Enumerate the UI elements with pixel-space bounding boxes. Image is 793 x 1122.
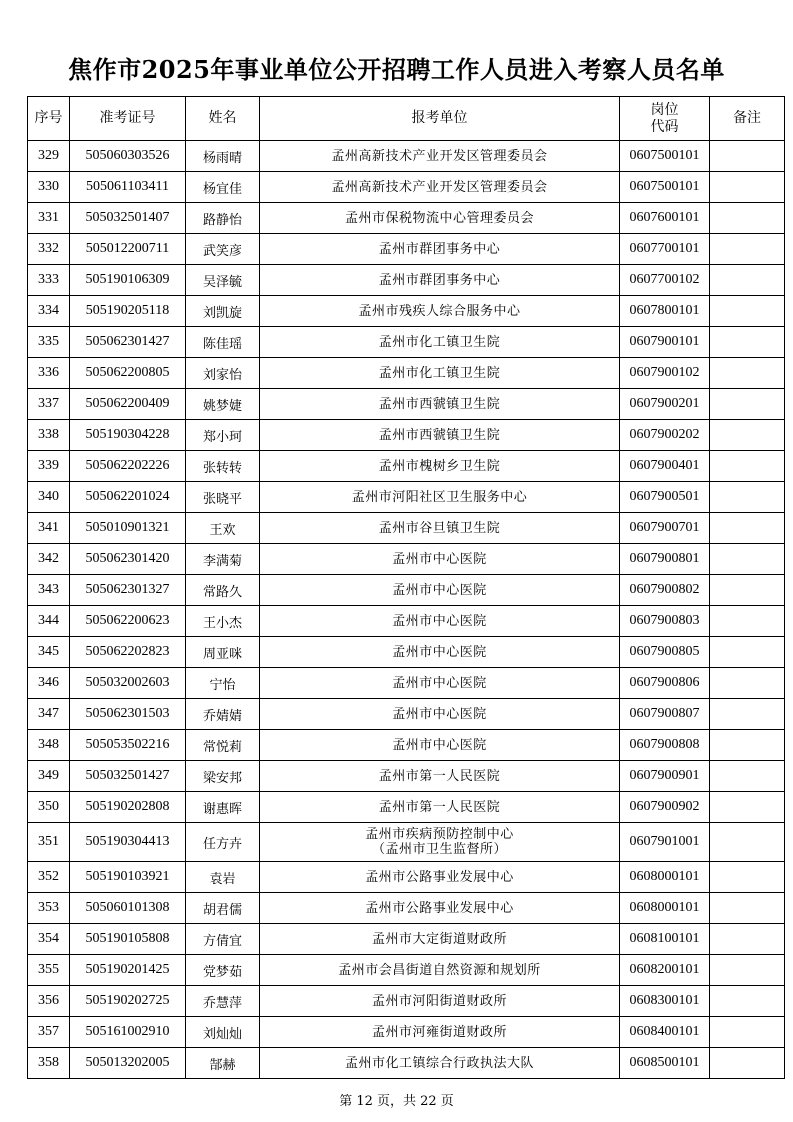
cell-unit: [260, 823, 620, 862]
cell-post-code: 0607700102: [620, 265, 710, 296]
table-row: [28, 234, 785, 265]
cell-post-code: 0607900101: [620, 327, 710, 358]
cell-unit: 孟州市公路事业发展中心: [260, 893, 620, 924]
cell-seq: 357: [28, 1017, 70, 1048]
cell-post-code: 0607700101: [620, 234, 710, 265]
cell-seq: 337: [28, 389, 70, 420]
cell-unit: 孟州市群团事务中心: [260, 234, 620, 265]
cell-note: [710, 420, 785, 451]
cell-name: 吴泽毓: [186, 265, 260, 296]
cell-post-code: 0607900902: [620, 792, 710, 823]
header-post-code-line1: 岗位: [650, 101, 679, 118]
table-row: [28, 986, 785, 1017]
cell-seq: 340: [28, 482, 70, 513]
cell-note: [710, 637, 785, 668]
cell-name: 方倩宜: [186, 924, 260, 955]
cell-seq: 352: [28, 862, 70, 893]
table-row: [28, 637, 785, 668]
cell-post-code: 0608000101: [620, 862, 710, 893]
cell-name: 胡君儒: [186, 893, 260, 924]
cell-seq: 354: [28, 924, 70, 955]
cell-unit: 孟州市中心医院: [260, 668, 620, 699]
cell-name: 常路久: [186, 575, 260, 606]
cell-seq: 349: [28, 761, 70, 792]
header-note: 备注: [710, 97, 785, 141]
cell-seq: 358: [28, 1048, 70, 1079]
cell-seq: 351: [28, 823, 70, 862]
cell-name: 宁怡: [186, 668, 260, 699]
cell-exam-no: 505012200711: [70, 234, 186, 265]
cell-exam-no: 505062200805: [70, 358, 186, 389]
cell-name: 郑小珂: [186, 420, 260, 451]
cell-exam-no: 505013202005: [70, 1048, 186, 1079]
table-row: [28, 668, 785, 699]
cell-exam-no: 505062301427: [70, 327, 186, 358]
cell-exam-no: 505062200409: [70, 389, 186, 420]
cell-exam-no: 505062301420: [70, 544, 186, 575]
cell-note: [710, 172, 785, 203]
cell-exam-no: 505161002910: [70, 1017, 186, 1048]
cell-exam-no: 505190304228: [70, 420, 186, 451]
cell-note: [710, 141, 785, 172]
table-row: [28, 606, 785, 637]
cell-name: 乔慧萍: [186, 986, 260, 1017]
cell-note: [710, 203, 785, 234]
cell-post-code: 0607900102: [620, 358, 710, 389]
cell-name: 李满菊: [186, 544, 260, 575]
cell-post-code: 0607900801: [620, 544, 710, 575]
cell-note: [710, 823, 785, 862]
header-exam-no: 准考证号: [70, 97, 186, 141]
cell-exam-no: 505062202823: [70, 637, 186, 668]
cell-exam-no: 505190304413: [70, 823, 186, 862]
cell-unit: 孟州市化工镇卫生院: [260, 358, 620, 389]
cell-name: 刘凯旋: [186, 296, 260, 327]
cell-seq: 339: [28, 451, 70, 482]
cell-note: [710, 862, 785, 893]
cell-unit-line1: 孟州市疾病预防控制中心: [365, 827, 514, 842]
cell-note: [710, 544, 785, 575]
cell-name: 周亚咪: [186, 637, 260, 668]
cell-seq: 329: [28, 141, 70, 172]
cell-unit: 孟州市中心医院: [260, 730, 620, 761]
cell-note: [710, 234, 785, 265]
cell-post-code: 0607900802: [620, 575, 710, 606]
cell-unit: 孟州市公路事业发展中心: [260, 862, 620, 893]
cell-unit: 孟州市西虢镇卫生院: [260, 389, 620, 420]
cell-post-code: 0607900201: [620, 389, 710, 420]
cell-name: 姚梦婕: [186, 389, 260, 420]
cell-unit: 孟州市河阳街道财政所: [260, 986, 620, 1017]
cell-exam-no: 505062301327: [70, 575, 186, 606]
table-row: [28, 420, 785, 451]
cell-post-code: 0607900805: [620, 637, 710, 668]
cell-name: 刘灿灿: [186, 1017, 260, 1048]
table-row: [28, 699, 785, 730]
cell-note: [710, 389, 785, 420]
cell-seq: 350: [28, 792, 70, 823]
cell-seq: 338: [28, 420, 70, 451]
cell-note: [710, 924, 785, 955]
table-row: [28, 1048, 785, 1079]
cell-unit: 孟州市谷旦镇卫生院: [260, 513, 620, 544]
cell-post-code: 0607900807: [620, 699, 710, 730]
cell-name: 杨宜佳: [186, 172, 260, 203]
cell-note: [710, 358, 785, 389]
table-row: [28, 451, 785, 482]
cell-unit: 孟州市化工镇卫生院: [260, 327, 620, 358]
cell-post-code: 0608200101: [620, 955, 710, 986]
cell-seq: 348: [28, 730, 70, 761]
cell-unit: 孟州市群团事务中心: [260, 265, 620, 296]
cell-post-code: 0607900901: [620, 761, 710, 792]
cell-unit: 孟州市大定街道财政所: [260, 924, 620, 955]
cell-post-code: 0607900701: [620, 513, 710, 544]
cell-note: [710, 482, 785, 513]
cell-note: [710, 955, 785, 986]
cell-note: [710, 792, 785, 823]
cell-seq: 342: [28, 544, 70, 575]
table-row: [28, 296, 785, 327]
cell-post-code: 0607500101: [620, 141, 710, 172]
cell-name: 乔婧婧: [186, 699, 260, 730]
cell-name: 常悦莉: [186, 730, 260, 761]
cell-note: [710, 606, 785, 637]
table-row: [28, 327, 785, 358]
cell-unit: 孟州市化工镇综合行政执法大队: [260, 1048, 620, 1079]
cell-exam-no: 505032501427: [70, 761, 186, 792]
cell-note: [710, 451, 785, 482]
cell-post-code: 0607900401: [620, 451, 710, 482]
cell-unit: 孟州市保税物流中心管理委员会: [260, 203, 620, 234]
cell-name: 郜赫: [186, 1048, 260, 1079]
cell-exam-no: 505062200623: [70, 606, 186, 637]
cell-seq: 341: [28, 513, 70, 544]
cell-post-code: 0607900806: [620, 668, 710, 699]
cell-unit: 孟州高新技术产业开发区管理委员会: [260, 172, 620, 203]
table-row: [28, 513, 785, 544]
cell-name: 武笑彦: [186, 234, 260, 265]
cell-name: 杨雨晴: [186, 141, 260, 172]
cell-note: [710, 893, 785, 924]
page-footer: 第 12 页，共 22 页: [339, 1094, 454, 1109]
table-row: [28, 823, 785, 862]
cell-unit: 孟州市河阳社区卫生服务中心: [260, 482, 620, 513]
cell-name: 梁安邦: [186, 761, 260, 792]
cell-exam-no: 505190202808: [70, 792, 186, 823]
cell-post-code: 0608000101: [620, 893, 710, 924]
cell-unit: 孟州市中心医院: [260, 637, 620, 668]
cell-note: [710, 1048, 785, 1079]
cell-exam-no: 505190202725: [70, 986, 186, 1017]
table-row: [28, 924, 785, 955]
cell-name: 任方卉: [186, 823, 260, 862]
cell-name: 谢惠晖: [186, 792, 260, 823]
cell-post-code: 0607900808: [620, 730, 710, 761]
cell-seq: 333: [28, 265, 70, 296]
cell-exam-no: 505032501407: [70, 203, 186, 234]
table-row: [28, 955, 785, 986]
cell-exam-no: 505190205118: [70, 296, 186, 327]
cell-exam-no: 505190106309: [70, 265, 186, 296]
cell-unit-line2: （孟州市卫生监督所）: [371, 842, 507, 857]
table-row: [28, 141, 785, 172]
cell-unit: 孟州高新技术产业开发区管理委员会: [260, 141, 620, 172]
cell-seq: 332: [28, 234, 70, 265]
cell-post-code: 0608300101: [620, 986, 710, 1017]
header-name: 姓名: [186, 97, 260, 141]
cell-seq: 344: [28, 606, 70, 637]
table-row: [28, 1017, 785, 1048]
cell-exam-no: 505190201425: [70, 955, 186, 986]
cell-seq: 331: [28, 203, 70, 234]
cell-name: 张转转: [186, 451, 260, 482]
cell-unit: 孟州市中心医院: [260, 575, 620, 606]
table-header-row: [28, 97, 785, 141]
cell-seq: 356: [28, 986, 70, 1017]
cell-post-code: 0608100101: [620, 924, 710, 955]
table-row: [28, 482, 785, 513]
cell-exam-no: 505010901321: [70, 513, 186, 544]
header-post-code: [620, 97, 710, 141]
cell-exam-no: 505062202226: [70, 451, 186, 482]
cell-post-code: 0607901001: [620, 823, 710, 862]
cell-seq: 347: [28, 699, 70, 730]
cell-exam-no: 505190103921: [70, 862, 186, 893]
table-row: [28, 203, 785, 234]
cell-post-code: 0607800101: [620, 296, 710, 327]
cell-exam-no: 505060303526: [70, 141, 186, 172]
cell-post-code: 0608400101: [620, 1017, 710, 1048]
cell-note: [710, 730, 785, 761]
cell-post-code: 0607900803: [620, 606, 710, 637]
cell-seq: 353: [28, 893, 70, 924]
cell-note: [710, 575, 785, 606]
cell-exam-no: 505061103411: [70, 172, 186, 203]
cell-seq: 330: [28, 172, 70, 203]
cell-seq: 355: [28, 955, 70, 986]
table-row: [28, 761, 785, 792]
cell-note: [710, 986, 785, 1017]
cell-exam-no: 505062201024: [70, 482, 186, 513]
cell-exam-no: 505062301503: [70, 699, 186, 730]
cell-note: [710, 265, 785, 296]
cell-exam-no: 505060101308: [70, 893, 186, 924]
table-row: [28, 893, 785, 924]
cell-name: 王欢: [186, 513, 260, 544]
cell-seq: 334: [28, 296, 70, 327]
candidate-table: [27, 96, 785, 1079]
table-row: [28, 172, 785, 203]
cell-note: [710, 296, 785, 327]
cell-name: 党梦茹: [186, 955, 260, 986]
cell-note: [710, 1017, 785, 1048]
header-seq: 序号: [28, 97, 70, 141]
cell-post-code: 0608500101: [620, 1048, 710, 1079]
cell-unit: 孟州市会昌街道自然资源和规划所: [260, 955, 620, 986]
table-row: [28, 389, 785, 420]
table-row: [28, 575, 785, 606]
table-row: [28, 730, 785, 761]
cell-unit: 孟州市残疾人综合服务中心: [260, 296, 620, 327]
cell-post-code: 0607600101: [620, 203, 710, 234]
table-row: [28, 544, 785, 575]
cell-unit: 孟州市河雍街道财政所: [260, 1017, 620, 1048]
cell-unit: 孟州市西虢镇卫生院: [260, 420, 620, 451]
cell-exam-no: 505190105808: [70, 924, 186, 955]
cell-seq: 343: [28, 575, 70, 606]
cell-unit: 孟州市槐树乡卫生院: [260, 451, 620, 482]
cell-post-code: 0607900202: [620, 420, 710, 451]
cell-seq: 336: [28, 358, 70, 389]
cell-name: 张晓平: [186, 482, 260, 513]
table-row: [28, 862, 785, 893]
cell-exam-no: 505032002603: [70, 668, 186, 699]
header-unit: 报考单位: [260, 97, 620, 141]
page-title: 焦作市2025年事业单位公开招聘工作人员进入考察人员名单: [68, 55, 725, 84]
cell-name: 路静怡: [186, 203, 260, 234]
cell-exam-no: 505053502216: [70, 730, 186, 761]
header-post-code-line2: 代码: [650, 118, 679, 135]
cell-note: [710, 327, 785, 358]
cell-name: 刘家怡: [186, 358, 260, 389]
cell-note: [710, 513, 785, 544]
cell-seq: 346: [28, 668, 70, 699]
table-row: [28, 358, 785, 389]
cell-unit: 孟州市中心医院: [260, 606, 620, 637]
cell-unit: 孟州市第一人民医院: [260, 792, 620, 823]
cell-seq: 335: [28, 327, 70, 358]
cell-post-code: 0607900501: [620, 482, 710, 513]
cell-unit: 孟州市中心医院: [260, 699, 620, 730]
cell-note: [710, 699, 785, 730]
cell-note: [710, 668, 785, 699]
table-row: [28, 792, 785, 823]
cell-post-code: 0607500101: [620, 172, 710, 203]
cell-unit: 孟州市第一人民医院: [260, 761, 620, 792]
cell-note: [710, 761, 785, 792]
table-row: [28, 265, 785, 296]
cell-seq: 345: [28, 637, 70, 668]
cell-name: 王小杰: [186, 606, 260, 637]
cell-name: 陈佳瑶: [186, 327, 260, 358]
cell-unit: 孟州市中心医院: [260, 544, 620, 575]
cell-name: 袁岩: [186, 862, 260, 893]
